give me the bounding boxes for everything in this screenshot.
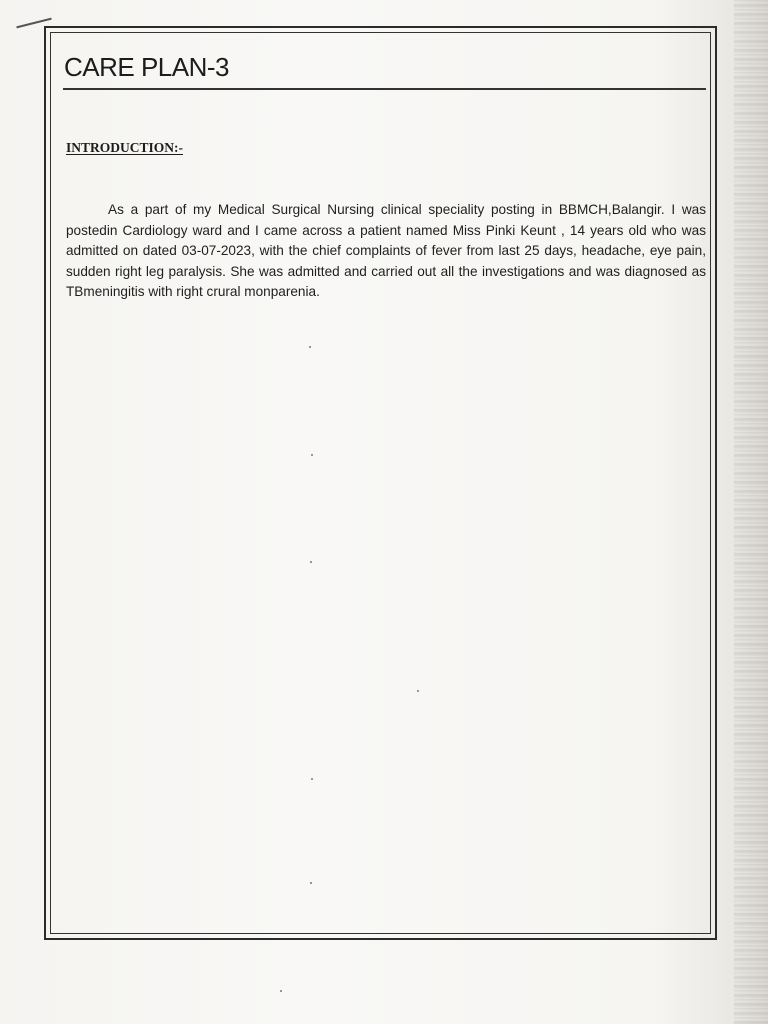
page-border-inner	[50, 32, 711, 934]
title-underline-rule	[63, 88, 706, 90]
introduction-heading: INTRODUCTION:-	[66, 140, 184, 155]
scan-speck	[309, 346, 311, 348]
scan-speck	[310, 561, 312, 563]
scan-speck	[280, 990, 282, 992]
scan-speck	[311, 778, 313, 780]
scan-edge-shadow	[734, 0, 768, 1024]
scan-speck	[417, 690, 419, 692]
page-title: CARE PLAN-3	[64, 52, 229, 82]
scan-speck	[311, 454, 313, 456]
scan-speck	[310, 882, 312, 884]
introduction-paragraph: As a part of my Medical Surgical Nursing clinical speciality posting in BBMCH,Balangir. I was postedin Cardiology ward and I came across a patient named Miss Pinki Keunt , 14 years old who was admitted on dated 03-07-2023, with the chief complaints of fever from last 25 days, headache, eye pain, sudden right leg paralysis. She was admitted and carried out all the investigations and was diagnosed as TBmeningitis with right crural monparenia.	[66, 202, 706, 299]
